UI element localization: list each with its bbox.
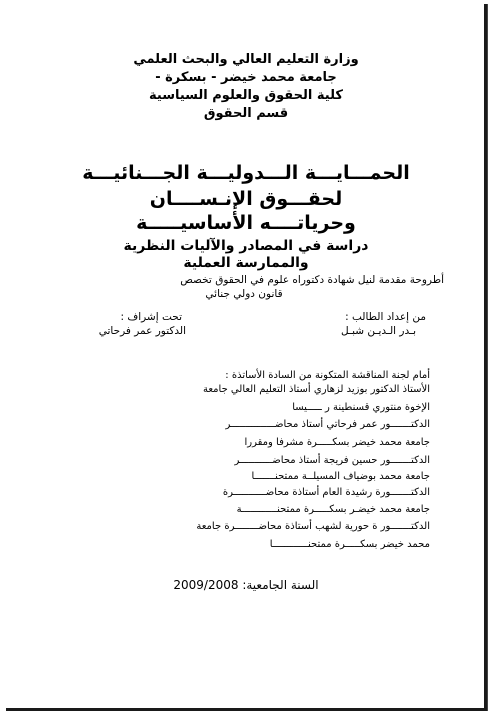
- jury-line: محمد خيضر بسكـــــرة ممتحنــــــــــــا: [269, 539, 430, 550]
- jury-line: الدكتـــــــور عمر فرحاتي أستاذ محاضـــــــــــــــر: [225, 419, 430, 430]
- academic-year-value: 2009/2008: [173, 578, 239, 592]
- document-page: [6, 4, 487, 711]
- supervisor-name: الدكتور عمر فرحاتي: [98, 325, 186, 337]
- jury-line: الإخوة منتوري قسنطينة ر ـــــيسا: [292, 402, 430, 413]
- faculty-name: كلية الحقوق والعلوم السياسية: [149, 88, 343, 103]
- title-line-2: لحقـــوق الإنـســــان: [149, 188, 343, 210]
- title-line-1: الحمـــايـــة الـــدوليـــة الجـــنائيـــة: [82, 162, 410, 184]
- department-name: قسم الحقوق: [203, 106, 289, 121]
- jury-line: الدكتـــــــور ة حورية لشهب أستاذة محاضــــــــرة جامعة: [196, 521, 430, 532]
- student-name: بـدر الـديـن شبـل: [341, 325, 416, 337]
- university-name: جامعة محمد خيضر - بسكرة -: [155, 70, 337, 85]
- jury-line: جامعة محمد خيضـر بسكـــــرة ممتحنــــــــــــة: [236, 504, 430, 515]
- thesis-description: أطروحة مقدمة لنيل شهادة دكتوراه علوم في الحقوق تخصص: [180, 274, 444, 286]
- academic-year-label: السنة الجامعية:: [242, 578, 319, 592]
- jury-line: الدكتـــــــور حسين فريجة أستاذ محاضـــــــــــر: [234, 455, 430, 466]
- academic-year: [106, 578, 386, 592]
- thesis-specialty: قانون دولي جنائي: [205, 288, 283, 300]
- jury-line: الأستاذ الدكتور بوزيد لزهاري أستاذ التعليم العالي جامعة: [202, 384, 430, 395]
- jury-line: جامعة محمد خيضر بسكـــــرة مشرفا ومقررا: [244, 437, 430, 448]
- jury-intro: أمام لجنة المناقشة المتكونة من السادة الأساتذة :: [225, 370, 430, 381]
- subtitle-line-2: والممارسة العملية: [183, 255, 309, 271]
- ministry-name: وزارة التعليم العالي والبحث العلمي: [133, 52, 359, 67]
- subtitle-line-1: دراسة في المصادر والآليات النظرية: [123, 238, 369, 254]
- jury-line: جامعة محمد بوضياف المسيلــة ممتحنـــــــا: [251, 471, 430, 482]
- supervisor-label: تحت إشراف :: [120, 311, 182, 323]
- student-label: من إعداد الطالب :: [345, 311, 426, 323]
- title-line-3: وحرياتــــه الأساسيـــــة: [136, 212, 356, 234]
- jury-line: الدكتـــــــورة رشيدة العام أستاذة محاضـــــــــــرة: [222, 487, 430, 498]
